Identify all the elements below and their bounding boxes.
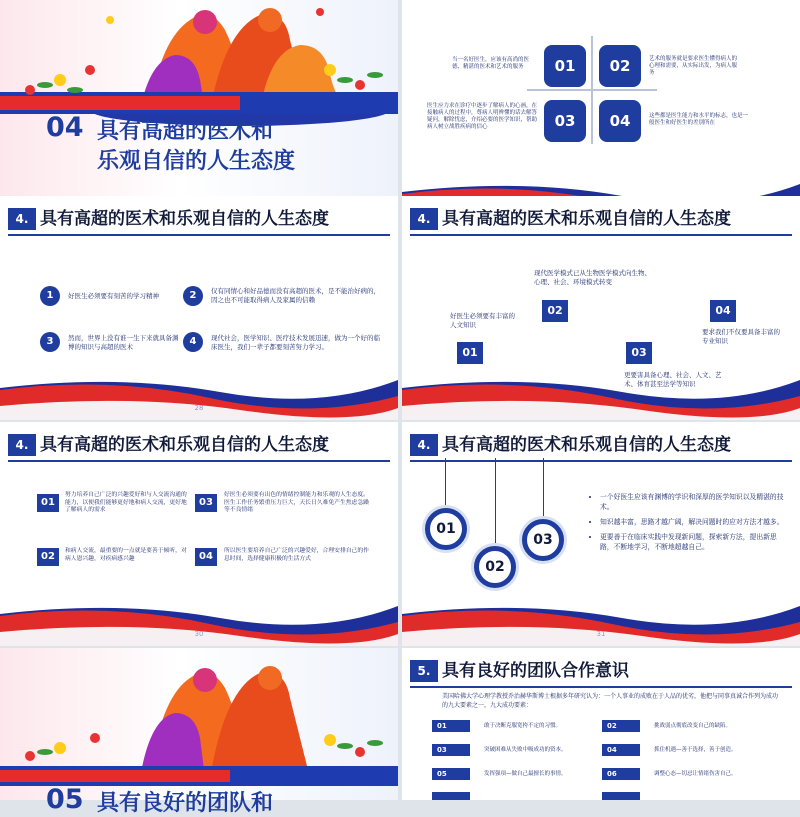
slide-header — [402, 432, 800, 458]
page-number: 31 — [596, 630, 606, 638]
quadrant-box-03: 03 — [544, 100, 586, 142]
factor-text-05: 发挥强项—做自己最擅长的事情。 — [484, 771, 567, 777]
header-badge: 4. — [8, 208, 36, 230]
slide-title-04 — [0, 0, 398, 224]
ring-string-3 — [543, 458, 544, 522]
step-box-02: 02 — [542, 300, 568, 322]
factor-text-02: 挑战弱点彻底改变自己的缺陷。 — [654, 723, 732, 729]
factor-text-06: 调整心态—切忌让情绪伤害自己。 — [654, 771, 737, 777]
step-text-01: 好医生必须要有丰富的人文知识 — [450, 312, 515, 329]
quadrant-text-01: 当一名好医生，应该有高尚的医德、精湛的医术和艺术的服务 — [452, 57, 530, 70]
page-number: 28 — [194, 404, 204, 412]
ring-string-1 — [445, 458, 446, 508]
ring-03: 03 — [522, 519, 564, 561]
doctor-illustration — [0, 648, 398, 788]
step-box-04: 04 — [710, 300, 736, 322]
item-text-01: 努力培养自己广泛的兴趣爱好和与人交流沟通的能力，以便我们能够更好地和病人交流，更好地了解病人的需求 — [65, 492, 187, 513]
slide-rings — [402, 422, 800, 646]
wave-footer — [402, 366, 800, 420]
page-number: 30 — [194, 630, 204, 638]
quadrant-text-02: 艺术的服务就是要求医生懂得病人的心理和需要，从实际出发，为病人服务 — [649, 56, 738, 76]
item-number-4: 4 — [183, 332, 203, 352]
header-underline — [410, 234, 792, 236]
slide-quadrant — [402, 0, 800, 224]
item-text-3: 然而，世界上没有谁一生下来就具备渊博的知识与高超的医术 — [68, 334, 179, 351]
bullet-item: • 知识越丰富，思路才越广阔，解决问题时的应对方法才越多。 — [600, 517, 790, 527]
header-badge: 4. — [410, 434, 438, 456]
header-title: 具有高超的医术和乐观自信的人生态度 — [442, 209, 731, 229]
item-number-1: 1 — [40, 286, 60, 306]
quadrant-box-01: 01 — [544, 45, 586, 87]
slide-teamwork — [402, 648, 800, 800]
quadrant-text-03: 医生应力求在诊疗中逐步了解病人的心画，在接触病人的过程中，尊病人明辨懂的话去解答疑问，解除忧虑，介绍必要的医学知识，帮助病人树立战胜疾病的信心 — [427, 103, 538, 130]
slide-header — [402, 206, 800, 232]
header-badge: 5. — [410, 660, 438, 682]
step-box-03: 03 — [626, 342, 652, 364]
section-title-line1: 具有良好的团队和 — [97, 791, 274, 816]
item-number-3: 3 — [40, 332, 60, 352]
item-number-2: 2 — [183, 286, 203, 306]
slide-header — [0, 206, 398, 232]
header-title: 具有高超的医术和乐观自信的人生态度 — [40, 209, 329, 229]
ring-string-2 — [495, 458, 496, 548]
header-title: 具有高超的医术和乐观自信的人生态度 — [442, 435, 731, 455]
header-badge: 4. — [410, 208, 438, 230]
item-text-2: 仅有同情心和好品德而没有高超的医术，是不能治好病的，因之也不可能取得病人及家属的信赖 — [211, 287, 380, 304]
item-text-03: 好医生必须要有出色的情绪控制能力和乐观的人生态度。医生工作任务繁重压力巨大，天长日久难免产生焦虑急躁等不良情绪 — [224, 492, 369, 513]
slide-header — [402, 658, 800, 684]
section-title-line2: 乐观自信的人生态度 — [97, 149, 296, 174]
factor-row-partial — [602, 792, 640, 800]
factor-badge-06: 06 — [602, 768, 640, 780]
slide-title-05 — [0, 648, 398, 816]
bullet-list — [592, 492, 790, 552]
step-text-03: 更要害具备心理、社会、人文、艺术、体育甚至法学等知识 — [624, 371, 722, 388]
ring-01: 01 — [425, 508, 467, 550]
header-title: 具有高超的医术和乐观自信的人生态度 — [40, 435, 329, 455]
quadrant-axis-horizontal — [527, 89, 657, 91]
header-title: 具有良好的团队合作意识 — [442, 661, 629, 681]
factor-badge-05: 05 — [432, 768, 470, 780]
factor-row-partial — [432, 792, 470, 800]
bullet-item: • 更要善于在临床实践中发现新问题，探索新方法，提出新思路，不断地学习，不断地超越自己。 — [600, 532, 790, 552]
header-underline — [410, 686, 792, 688]
intro-text: 美国哈佛大学心理学教授乔治赫华斯博士根据多年研究认为：一个人事业的成败在于人品的优劣，他把与同事真诚合作列为成功的九大要素之一，九大成功要素： — [442, 693, 779, 709]
factor-badge-04: 04 — [602, 744, 640, 756]
header-underline — [410, 460, 792, 462]
item-text-4: 现代社会，医学知识、医疗技术发展迅速，做为一个好的临床医生，我们一辈子都要刻苦努力学习。 — [211, 334, 380, 351]
section-title-line1: 具有高超的医术和 — [97, 119, 274, 144]
factor-text-03: 突破困难从失败中吸成功的资本。 — [484, 747, 567, 753]
quadrant-text-04: 这些都是医生能力和水平的标志，也是一般医生和好医生的差别所在 — [649, 113, 749, 126]
factor-badge-02: 02 — [602, 720, 640, 732]
item-box-04: 04 — [195, 548, 217, 566]
item-text-1: 好医生必须要有刻苦的学习精神 — [68, 292, 159, 300]
factor-badge-01: 01 — [432, 720, 470, 732]
item-text-02: 和病人交流，最重要的一点就是要善于倾听，对病人恩兴趣，对疾病感兴趣 — [65, 548, 187, 562]
quadrant-box-02: 02 — [599, 45, 641, 87]
step-text-02: 现代医学模式已从生物医学模式向生物、心理、社会、环境模式转变 — [534, 269, 651, 286]
quadrant-box-04: 04 — [599, 100, 641, 142]
slide-study-spirit — [0, 196, 398, 420]
step-text-04: 要求我们不仅要具备丰富的专业知识 — [702, 328, 780, 345]
slide-header — [0, 432, 398, 458]
item-text-04: 所以医生要培养自己广泛的兴趣爱好，合理安排自己的作息时间，选择健康积极的生活方式 — [224, 548, 369, 562]
header-badge: 4. — [8, 434, 36, 456]
slide-knowledge-steps — [402, 196, 800, 420]
factor-badge-03: 03 — [432, 744, 470, 756]
bullet-item: • 一个好医生应该有渊博的学识和深厚的医学知识以及精湛的技术。 — [600, 492, 790, 512]
item-box-03: 03 — [195, 494, 217, 512]
header-underline — [8, 234, 390, 236]
section-number: 04 — [46, 112, 84, 143]
header-underline — [8, 460, 390, 462]
ring-02: 02 — [474, 546, 516, 588]
section-number: 05 — [46, 784, 84, 815]
step-box-01: 01 — [457, 342, 483, 364]
factor-text-04: 抓住机遇—善于选择，善于创造。 — [654, 747, 737, 753]
item-box-02: 02 — [37, 548, 59, 566]
factor-text-01: 敢于决断克服宽挎不定的习惯。 — [484, 723, 562, 729]
flower-decoration — [0, 0, 398, 120]
item-box-01: 01 — [37, 494, 59, 512]
slide-communication — [0, 422, 398, 646]
